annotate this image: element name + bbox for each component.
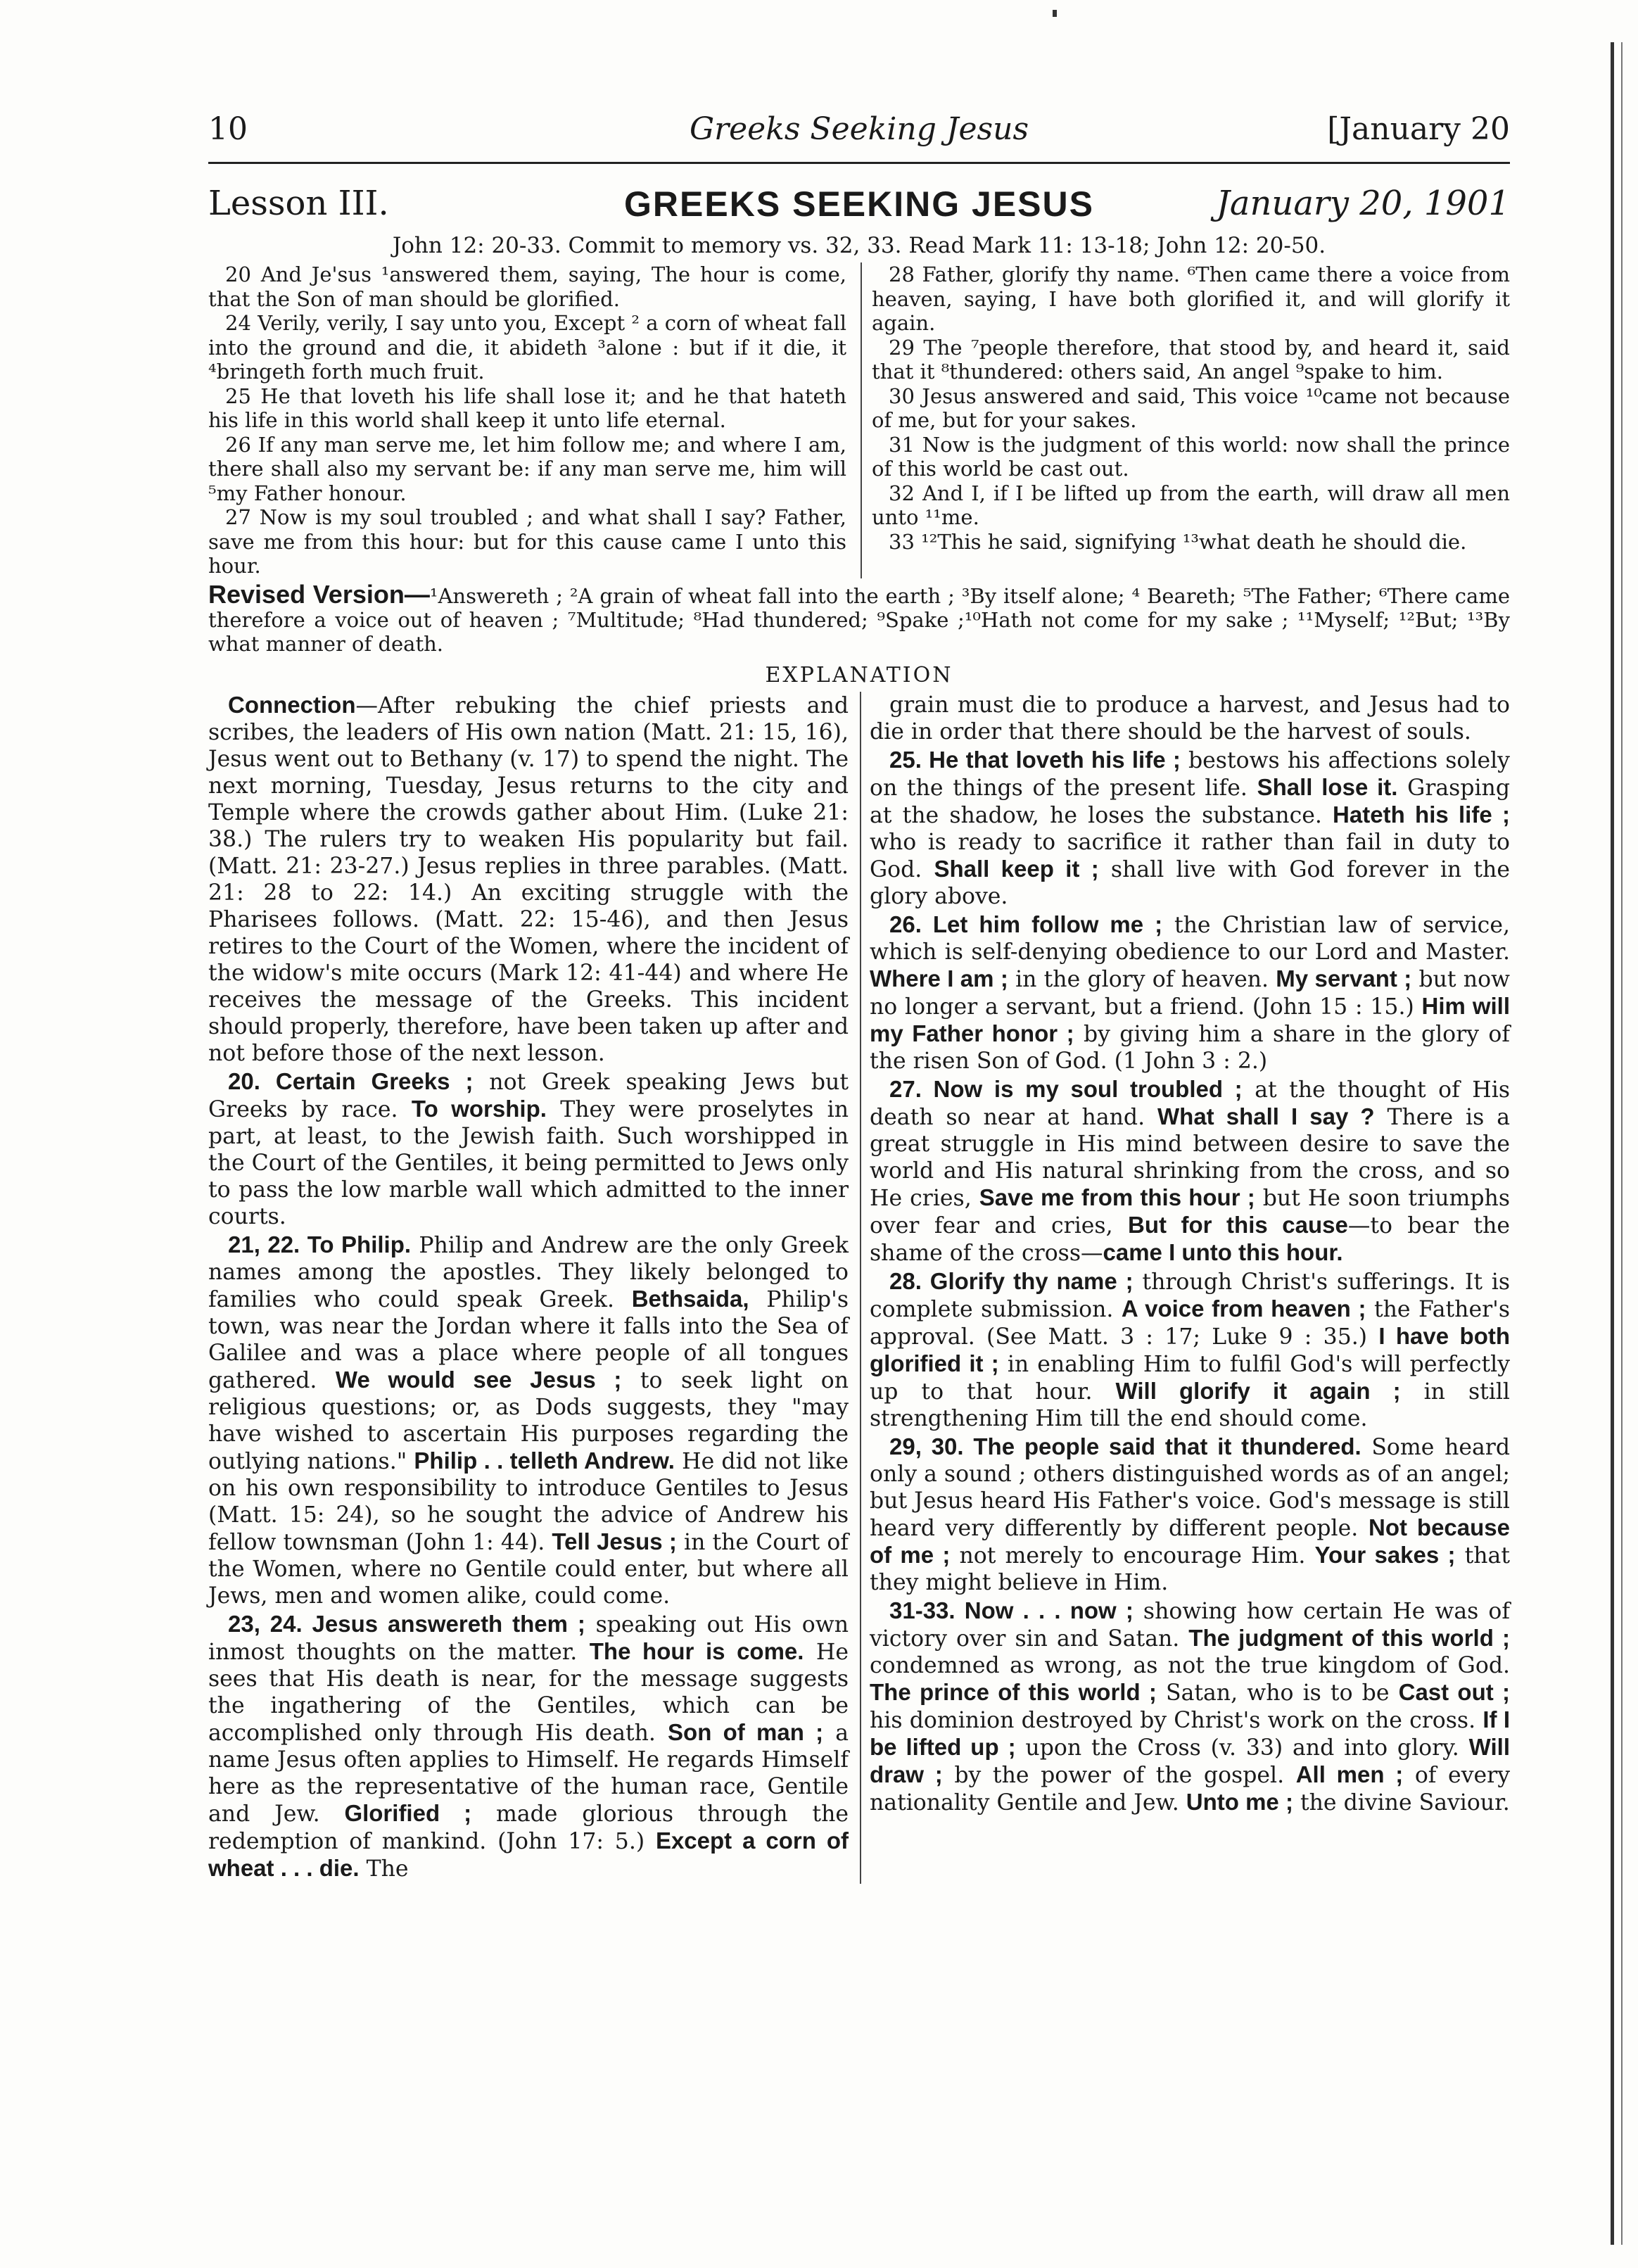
body-text: the divine Saviour. <box>1293 1789 1510 1816</box>
body-text: his dominion destroyed by Christ's work on the cross. <box>870 1707 1483 1733</box>
body-text: not merely to encourage Him. <box>950 1542 1315 1569</box>
body-text: —to bear the shame of the cross— <box>870 1212 1510 1266</box>
running-title: Greeks Seeking Jesus <box>689 111 1029 147</box>
body-text: who is ready to sacrifice it rather than fail in duty to God. <box>870 829 1510 882</box>
body-text: grain must die to produce a harvest, and Jesus had to die in order that there should be the harvest of souls. <box>870 692 1510 745</box>
bold-phrase: Shall keep it ; <box>934 855 1099 882</box>
explanation-paragraph <box>870 692 1510 745</box>
bold-phrase: Hateth his life ; <box>1333 801 1510 828</box>
explanation-paragraph <box>870 1597 1510 1816</box>
body-text: Philip and Andrew are the only Greek names among the apostles. They likely belonged to families who could speak Greek. <box>208 1232 849 1312</box>
bold-phrase: The prince of this world ; <box>870 1678 1157 1705</box>
bold-phrase: My servant ; <box>1276 965 1412 992</box>
scripture-verse: 28 Father, glorify thy name. ⁶Then came there a voice from heaven, saying, I have both glorified it, and will glorify it again. <box>872 262 1510 335</box>
bold-phrase: 27. Now is my soul troubled ; <box>889 1075 1243 1102</box>
body-text: but now no longer a servant, but a friend. (John 15 : 15.) <box>870 966 1510 1020</box>
bold-phrase: Where I am ; <box>870 965 1008 992</box>
explanation-paragraph <box>208 1231 849 1609</box>
explanation-paragraph <box>870 1268 1510 1432</box>
bold-phrase: The hour is come. <box>589 1637 804 1664</box>
bold-phrase: 31-33. Now . . . now ; <box>889 1597 1134 1623</box>
revised-version <box>208 579 1510 656</box>
bold-phrase: A voice from heaven ; <box>1121 1295 1366 1322</box>
body-text: shall live with God forever in the glory above. <box>870 856 1510 909</box>
explanation <box>208 692 1510 1884</box>
scripture-passage <box>208 262 1510 578</box>
explanation-left-column <box>208 692 849 1884</box>
bold-phrase: What shall I say ? <box>1157 1103 1375 1129</box>
body-text: There is a great struggle in His mind between desire to save the world and His natural shrinking from the cross, and so He cries, <box>870 1104 1510 1211</box>
explanation-paragraph <box>208 1611 849 1882</box>
bold-phrase: To worship. <box>411 1095 547 1122</box>
bold-phrase: Except a corn of wheat . . . die. <box>208 1827 849 1881</box>
explanation-paragraph <box>870 747 1510 910</box>
body-text: in still strengthening Him till the end should come. <box>870 1379 1510 1431</box>
body-text: in the Court of the Women, where no Gentile could enter, but where all Jews, men and women alike, could come. <box>208 1529 849 1609</box>
body-text: of every nationality Gentile and Jew. <box>870 1762 1510 1816</box>
explanation-paragraph <box>208 692 849 1067</box>
body-text: through Christ's sufferings. It is complete submission. <box>870 1269 1510 1322</box>
body-text: by giving him a share in the glory of the risen Son of God. (1 John 3 : 2.) <box>870 1021 1510 1074</box>
scripture-verse: 25 He that loveth his life shall lose it; and he that hateth his life in this world shall keep it unto life eternal. <box>208 384 846 432</box>
explanation-paragraph <box>870 911 1510 1075</box>
bold-phrase: Cast out ; <box>1398 1678 1510 1705</box>
bold-phrase: Glorified ; <box>344 1799 472 1826</box>
scripture-verse: 33 ¹²This he said, signifying ¹³what death he should die. <box>889 529 1467 554</box>
body-text: showing how certain He was of victory over sin and Satan. <box>870 1598 1511 1652</box>
body-text: Grasping at the shadow, he loses the substance. <box>870 775 1511 828</box>
scripture-left-column <box>208 262 846 578</box>
scripture-verse: 24 Verily, verily, I say unto you, Except ² a corn of wheat fall into the ground and die, it abideth ³alone : but if it die, it ⁴bringeth forth much fruit. <box>208 311 846 384</box>
bold-phrase: 20. Certain Greeks ; <box>228 1068 474 1094</box>
body-text: at the thought of His death so near at hand. <box>870 1077 1511 1130</box>
body-text: but He soon triumphs over fear and cries, <box>870 1185 1510 1238</box>
bold-phrase: But for this cause <box>1128 1211 1348 1238</box>
lesson-title: GREEKS SEEKING JESUS <box>624 184 1094 224</box>
body-text: in the glory of heaven. <box>1008 966 1276 992</box>
bold-phrase: We would see Jesus ; <box>335 1366 622 1393</box>
bold-phrase: 21, 22. To Philip. <box>228 1231 412 1257</box>
revised-version-label: Revised Version— <box>208 579 430 609</box>
scripture-verse: 29 The ⁷people therefore, that stood by, and heard it, said that it ⁸thundered: others said, An angel ⁹spake to him. <box>872 335 1510 384</box>
explanation-right-column <box>860 692 1510 1884</box>
body-text: —After rebuking the chief priests and scribes, the leaders of His own nation (Matt. 21: 15, 16), Jesus went out to Bethany (v. 17) to spend the night. The next morning, Tuesday, Jesus returns to the city and Temple where the crowds gather about Him. (Luke 21: 38.) The rulers try to weaken His popularity but fail. (Matt. 21: 23-27.) Jesus replies in three parables. (Matt. 21: 28 to 22: 14.) An exciting struggle with the Pharisees follows. (Matt. 22: 15-46), and then Jesus retires to the Court of the Women, where the incident of the widow's mite occurs (Mark 12: 41-44) and where He receives the message of the Greeks. This incident should properly, therefore, have been taken up after and not before those of the next lesson. <box>208 692 849 1066</box>
explanation-heading: EXPLANATION <box>765 662 953 688</box>
bold-phrase: I have both glorified it ; <box>870 1322 1511 1376</box>
bold-phrase: If I be lifted up ; <box>870 1706 1510 1760</box>
explanation-paragraph <box>870 1433 1510 1596</box>
body-text: made glorious through the redemption of mankind. (John 17: 5.) <box>208 1801 849 1854</box>
explanation-paragraph <box>208 1068 849 1230</box>
scripture-references: John 12: 20-33. Commit to memory vs. 32, 33. Read Mark 11: 13-18; John 12: 20-50. <box>392 233 1326 258</box>
bold-phrase: The judgment of this world ; <box>1188 1624 1511 1651</box>
bold-phrase: Philip . . telleth Andrew. <box>414 1447 675 1474</box>
body-text: by the power of the gospel. <box>942 1762 1296 1788</box>
margin-scan-edge <box>1611 42 1623 2245</box>
explanation-paragraph <box>870 1076 1510 1267</box>
body-text: upon the Cross (v. 33) and into glory. <box>1015 1735 1469 1761</box>
bold-phrase: Will draw ; <box>870 1733 1510 1787</box>
bold-phrase: Shall lose it. <box>1257 773 1398 800</box>
body-text: a name Jesus often applies to Himself. He regards Himself here as the representative of the human race, Gentile and Jew. <box>208 1720 849 1827</box>
body-text: in enabling Him to fulfil God's will perfectly up to that hour. <box>870 1351 1510 1405</box>
bold-phrase: Bethsaida, <box>631 1285 749 1312</box>
body-text: the Christian law of service, which is self-denying obedience to our Lord and Master. <box>870 912 1510 965</box>
revised-version-text: ¹Answereth ; ²A grain of wheat fall into the earth ; ³By itself alone; ⁴ Beareth; ⁵The Father; ⁶There came therefore a voice out of heaven ; ⁷Multitude; ⁸Had thundered; ⁹Spake ;¹⁰Hath not come for my sake ; ¹¹Myself; ¹²But; ¹³By what manner of death. <box>208 583 1510 656</box>
scripture-verse: 26 If any man serve me, let him follow me; and where I am, there shall also my servant be: if any man serve me, him will ⁵my Father honour. <box>208 432 846 505</box>
bold-phrase: 29, 30. The people said that it thundered. <box>889 1433 1361 1459</box>
lesson-label: Lesson III. <box>208 184 389 223</box>
scan-speck <box>1053 10 1057 17</box>
body-text: not Greek speaking Jews but Greeks by race. <box>208 1069 849 1122</box>
body-text: speaking out His own inmost thoughts on the matter. <box>208 1611 849 1665</box>
body-text: that they might believe in Him. <box>870 1542 1510 1595</box>
body-text: condemned as wrong, as not the true kingdom of God. <box>870 1652 1510 1678</box>
running-date: [January 20 <box>1327 111 1510 147</box>
body-text: The <box>359 1856 409 1882</box>
bold-phrase: 23, 24. Jesus answereth them ; <box>228 1610 585 1637</box>
scripture-verse: 32 And I, if I be lifted up from the earth, will draw all men unto ¹¹me. <box>872 481 1510 529</box>
body-text: He did not like on his own responsibility to introduce Gentiles to Jesus (Matt. 15: 24), so he sought the advice of Andrew his fellow townsman (John 1: 44). <box>208 1448 849 1555</box>
body-text: to seek light on religious questions; or, as Dods suggests, they "may have wished to ascertain His purposes regarding the outlying nations." <box>208 1367 849 1474</box>
body-text: He sees that His death is near, for the message suggests the ingathering of the Gentiles, which can be accomplished only through His death. <box>208 1639 849 1746</box>
body-text: Satan, who is to be <box>1156 1680 1399 1706</box>
scripture-right-column <box>861 262 1510 578</box>
scripture-verse: 20 And Je'sus ¹answered them, saying, The hour is come, that the Son of man should be glorified. <box>208 262 846 311</box>
page-number: 10 <box>208 111 248 147</box>
bold-phrase: Him will my Father honor ; <box>870 992 1510 1046</box>
bold-phrase: Unto me ; <box>1186 1788 1293 1815</box>
scripture-verse: 30 Jesus answered and said, This voice ¹⁰came not because of me, but for your sakes. <box>872 384 1510 432</box>
bold-phrase: 25. He that loveth his life ; <box>889 746 1181 773</box>
body-text: the Father's approval. (See Matt. 3 : 17; Luke 9 : 35.) <box>870 1296 1510 1350</box>
body-text: Philip's town, was near the Jordan where it falls into the Sea of Galilee and was a place where people of all tongues gathered. <box>208 1286 849 1393</box>
bold-phrase: Save me from this hour ; <box>979 1184 1255 1210</box>
body-text: They were proselytes in part, at least, to the Jewish faith. Such worshipped in the Court of the Gentiles, it being permitted to Jews only to pass the low marble wall which admitted to the inner courts. <box>208 1096 849 1229</box>
bold-phrase: Your sakes ; <box>1314 1541 1456 1568</box>
running-head <box>208 106 1510 164</box>
lesson-heading <box>208 174 1510 232</box>
bold-phrase: All men ; <box>1295 1761 1404 1787</box>
bold-phrase: 26. Let him follow me ; <box>889 911 1163 937</box>
body-text: bestows his affections solely on the things of the present life. <box>870 747 1510 801</box>
bold-phrase: Son of man ; <box>668 1718 824 1745</box>
bold-phrase: Connection <box>228 691 356 718</box>
bold-phrase: Not because of me ; <box>870 1514 1510 1568</box>
page <box>208 106 1510 1884</box>
scripture-verse: 31 Now is the judgment of this world: now shall the prince of this world be cast out. <box>872 432 1510 481</box>
bold-phrase: Will glorify it again ; <box>1115 1377 1401 1404</box>
bold-phrase: came I unto this hour. <box>1103 1238 1343 1265</box>
bold-phrase: Tell Jesus ; <box>552 1528 677 1554</box>
lesson-date: January 20, 1901 <box>1216 184 1510 223</box>
scripture-verse: 27 Now is my soul troubled ; and what shall I say? Father, save me from this hour: but for this cause came I unto this hour. <box>208 505 846 578</box>
bold-phrase: 28. Glorify thy name ; <box>889 1267 1134 1294</box>
body-text: Some heard only a sound ; others distinguished words as of an angel; but Jesus heard His Father's voice. God's message is still heard very differently by different people. <box>870 1434 1511 1541</box>
